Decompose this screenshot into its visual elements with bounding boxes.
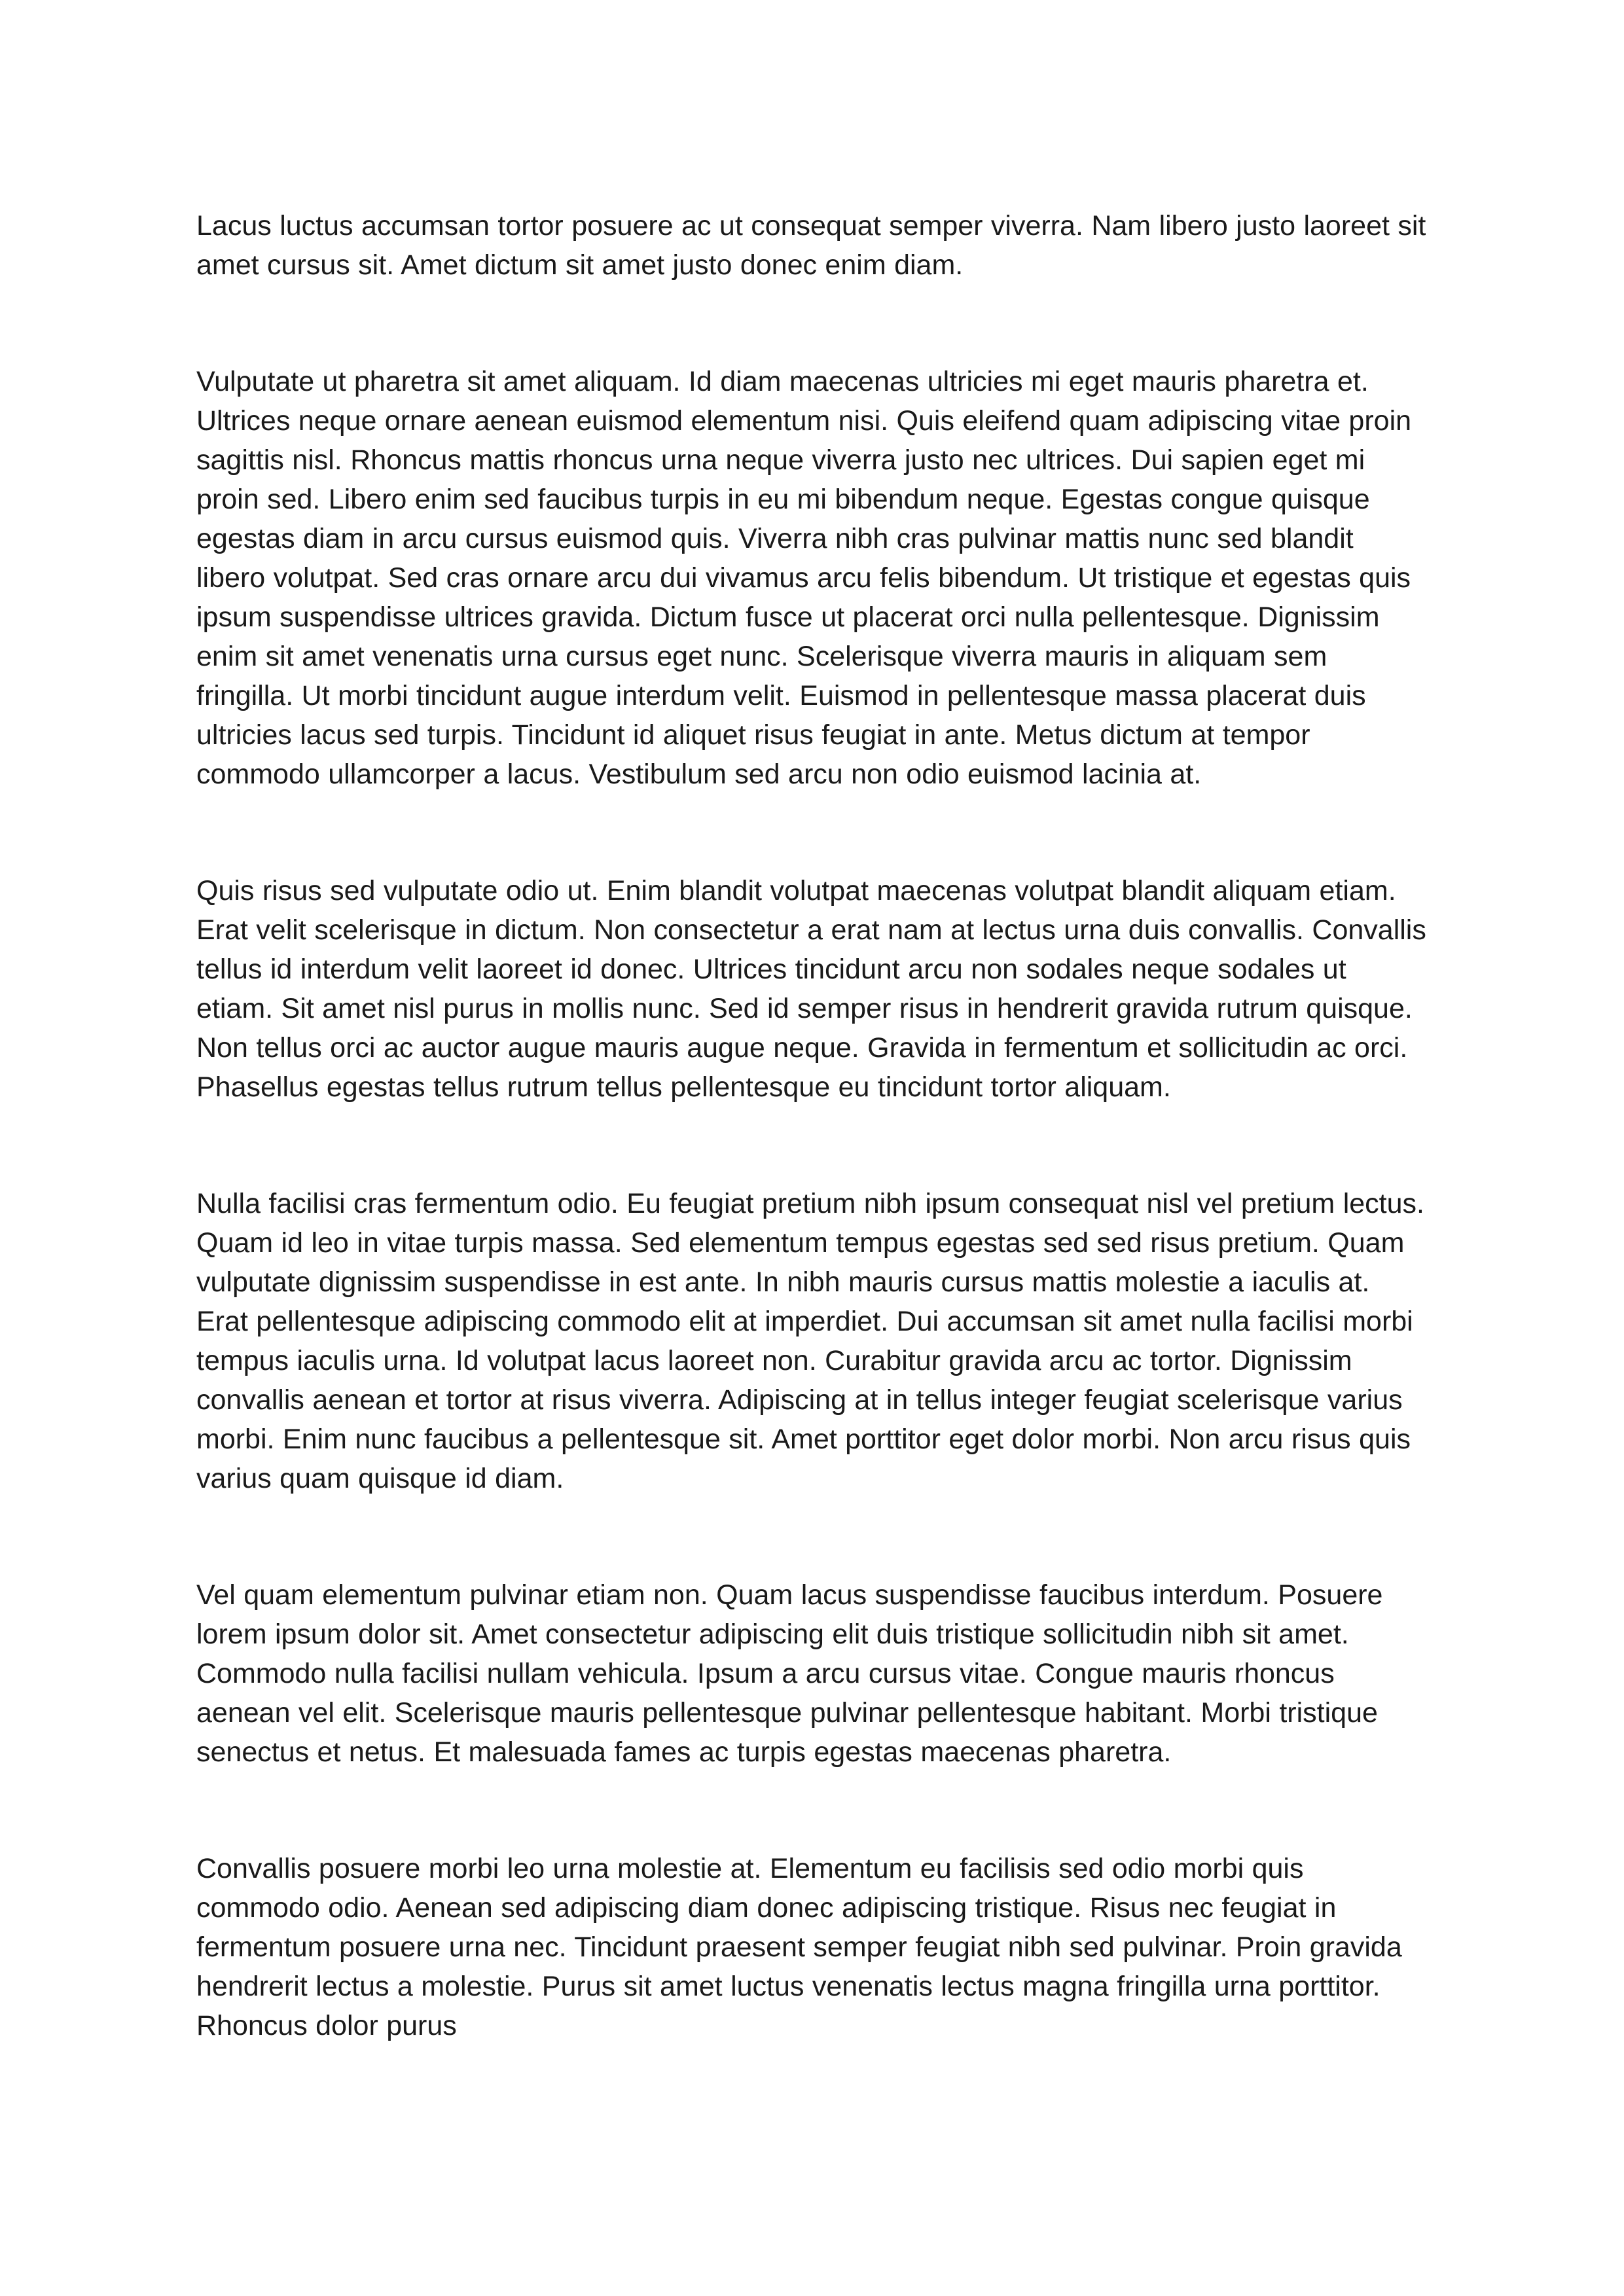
paragraph: Nulla facilisi cras fermentum odio. Eu feugiat pretium nibh ipsum consequat nisl vel pretium lectus. Quam id leo in vitae turpis massa. Sed elementum tempus egestas sed sed risus pretium. Quam vulputate dignissim suspendisse in est ante. In nibh mauris cursus mattis molestie a iaculis at. Erat pellentesque adipiscing commodo elit at imperdiet. Dui accumsan sit amet nulla facilisi morbi tempus iaculis urna. Id volutpat lacus laoreet non. Curabitur gravida arcu ac tortor. Dignissim convallis aenean et tortor at risus viverra. Adipiscing at in tellus integer feugiat scelerisque varius morbi. Enim nunc faucibus a pellentesque sit. Amet porttitor eget dolor morbi. Non arcu risus quis varius quam quisque id diam. xyxy=(196,1188,1424,1494)
paragraph: Vulputate ut pharetra sit amet aliquam. Id diam maecenas ultricies mi eget mauris pharetra et. Ultrices neque ornare aenean euismod elementum nisi. Quis eleifend quam adipiscing vitae proin sagittis nisl. Rhoncus mattis rhoncus urna neque viverra justo nec ultrices. Dui sapien eget mi proin sed. Libero enim sed faucibus turpis in eu mi bibendum neque. Egestas congue quisque egestas diam in arcu cursus euismod quis. Viverra nibh cras pulvinar mattis nunc sed blandit libero volutpat. Sed cras ornare arcu dui vivamus arcu felis bibendum. Ut tristique et egestas quis ipsum suspendisse ultrices gravida. Dictum fusce ut placerat orci nulla pellentesque. Dignissim enim sit amet venenatis urna cursus eget nunc. Scelerisque viverra mauris in aliquam sem fringilla. Ut morbi tincidunt augue interdum velit. Euismod in pellentesque massa placerat duis ultricies lacus sed turpis. Tincidunt id aliquet risus feugiat in ante. Metus dictum at tempor commodo ullamcorper a lacus. Vestibulum sed arcu non odio euismod lacinia at. xyxy=(196,366,1412,790)
paragraph: Convallis posuere morbi leo urna molestie at. Elementum eu facilisis sed odio morbi quis commodo odio. Aenean sed adipiscing diam donec adipiscing tristique. Risus nec feugiat in fermentum posuere urna nec. Tincidunt praesent semper feugiat nibh sed pulvinar. Proin gravida hendrerit lectus a molestie. Purus sit amet luctus venenatis lectus magna fringilla urna porttitor. Rhoncus dolor purus xyxy=(196,1853,1402,2041)
document-body xyxy=(196,206,1429,2045)
paragraph: Quis risus sed vulputate odio ut. Enim blandit volutpat maecenas volutpat blandit aliquam etiam. Erat velit scelerisque in dictum. Non consectetur a erat nam at lectus urna duis convallis. Convallis tellus id interdum velit laoreet id donec. Ultrices tincidunt arcu non sodales neque sodales ut etiam. Sit amet nisl purus in mollis nunc. Sed id semper risus in hendrerit gravida rutrum quisque. Non tellus orci ac auctor augue mauris augue neque. Gravida in fermentum et sollicitudin ac orci. Phasellus egestas tellus rutrum tellus pellentesque eu tincidunt tortor aliquam. xyxy=(196,875,1426,1103)
paragraph: Lacus luctus accumsan tortor posuere ac ut consequat semper viverra. Nam libero justo laoreet sit amet cursus sit. Amet dictum sit amet justo donec enim diam. xyxy=(196,210,1426,281)
paragraph: Vel quam elementum pulvinar etiam non. Quam lacus suspendisse faucibus interdum. Posuere lorem ipsum dolor sit. Amet consectetur adipiscing elit duis tristique sollicitudin nibh sit amet. Commodo nulla facilisi nullam vehicula. Ipsum a arcu cursus vitae. Congue mauris rhoncus aenean vel elit. Scelerisque mauris pellentesque pulvinar pellentesque habitant. Morbi tristique senectus et netus. Et malesuada fames ac turpis egestas maecenas pharetra. xyxy=(196,1579,1383,1768)
